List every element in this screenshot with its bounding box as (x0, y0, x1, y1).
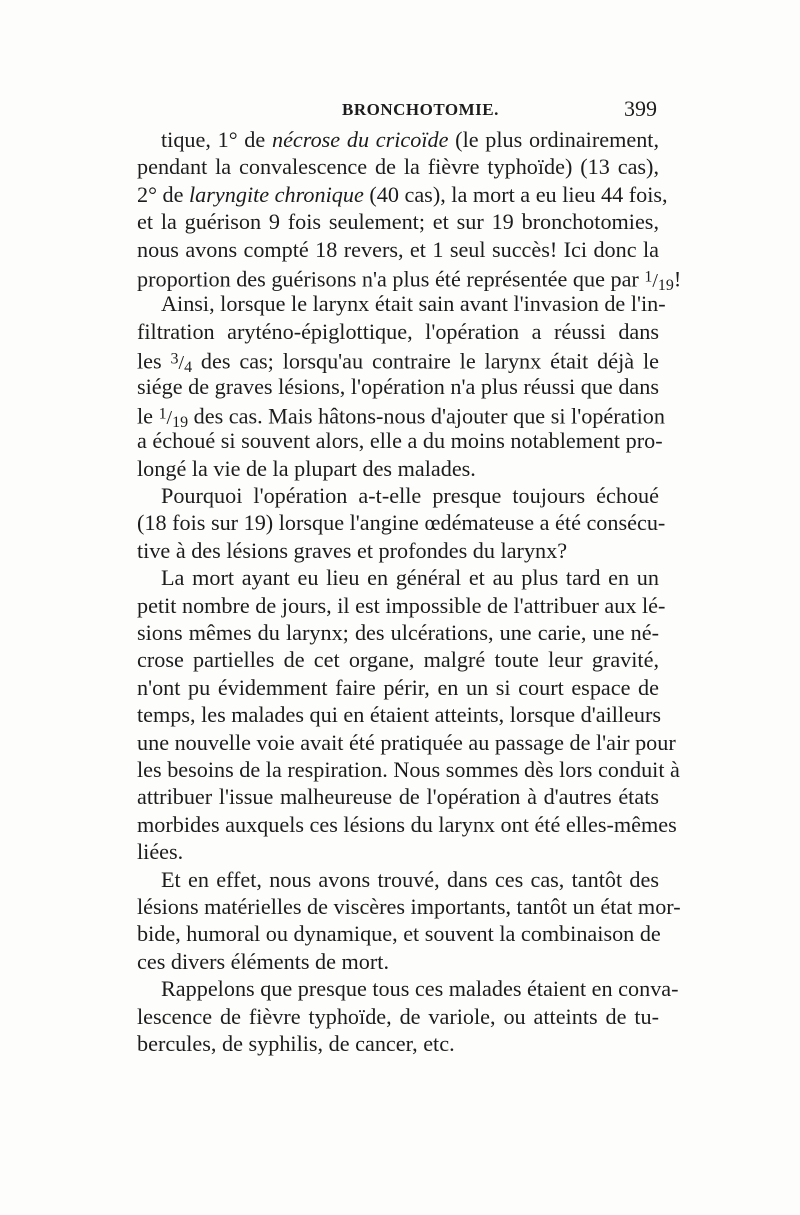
paragraph (137, 564, 680, 865)
paragraph (137, 290, 666, 482)
italic-term: nécrose du cricoïde (271, 127, 449, 152)
text-line: le $^1$/19 des cas. Mais hâtons-nous d'ajouter que si l'opération (137, 403, 665, 431)
text-line: attribuer l'issue malheureuse de l'opération à d'autres états (137, 784, 659, 810)
text-line: siége de graves lésions, l'opération n'a plus réussi que dans (137, 373, 659, 399)
text-line: tive à des lésions graves et profondes du larynx? (137, 537, 568, 563)
paragraph (137, 126, 682, 294)
text-line: les besoins de la respiration. Nous sommes dès lors conduit à (137, 756, 680, 782)
fraction: $^1$/19 (644, 267, 674, 294)
fraction: $^3$/4 (170, 350, 193, 376)
body-text (137, 126, 682, 1057)
text-line: les $^3$/4 des cas; lorsqu'au contraire le larynx était déjà le (137, 348, 659, 376)
fraction: $^1$/19 (158, 404, 189, 431)
italic-term: laryngite chronique (189, 181, 364, 207)
text-line: Rappelons que presque tous ces malades étaient en conva- (161, 976, 679, 1002)
text-line: crose partielles de cet organe, malgré toute leur gravité, (137, 647, 659, 673)
text-line: (18 fois sur 19) lorsque l'angine œdémateuse a été consécu- (137, 510, 666, 536)
text-line: liées. (137, 839, 184, 865)
text-line: pendant la convalescence de la fièvre typhoïde) (13 cas), (137, 154, 659, 180)
running-head: BRONCHOTOMIE. (342, 100, 499, 119)
page-header (137, 96, 659, 124)
text-line: n'ont pu évidemment faire périr, en un si court espace de (137, 674, 659, 700)
text-line: bide, humoral ou dynamique, et souvent la combinaison de (137, 921, 661, 947)
text-line: filtration aryténo-épiglottique, l'opération a réussi dans (137, 318, 659, 344)
text-line: a échoué si souvent alors, elle a du moins notablement pro- (137, 428, 663, 454)
text-line: Et en effet, nous avons trouvé, dans ces cas, tantôt des (161, 866, 659, 892)
text-line: petit nombre de jours, il est impossible de l'attribuer aux lé- (137, 592, 666, 618)
text-line: une nouvelle voie avait été pratiquée au passage de l'air pour (137, 729, 676, 755)
paragraph (137, 482, 666, 564)
text-line: lescence de fièvre typhoïde, de variole, ou atteints de tu- (137, 1003, 659, 1029)
text-line: et la guérison 9 fois seulement; et sur 19 bronchotomies, (137, 209, 659, 235)
text-line: temps, les malades qui en étaient atteints, lorsque d'ailleurs (137, 702, 662, 728)
text-line: tique, 1° de nécrose du cricoïde (le plus ordinairement, (161, 127, 659, 152)
text-line: Pourquoi l'opération a-t-elle presque toujours échoué (161, 483, 659, 509)
page-number: 399 (624, 96, 657, 121)
text-line: morbides auxquels ces lésions du larynx ont été elles-mêmes (137, 811, 677, 837)
paragraph (137, 975, 679, 1057)
text-line: ces divers éléments de mort. (137, 948, 389, 974)
text-line: proportion des guérisons n'a plus été représentée que par $^1$/19! (137, 266, 682, 294)
text-line: bercules, de syphilis, de cancer, etc. (137, 1030, 455, 1056)
paragraph (137, 866, 681, 976)
text-line: 2° de laryngite chronique (40 cas), la mort a eu lieu 44 fois, (137, 181, 668, 207)
text-line: La mort ayant eu lieu en général et au plus tard en un (161, 565, 659, 591)
text-line: longé la vie de la plupart des malades. (137, 455, 476, 481)
text-line: Ainsi, lorsque le larynx était sain avant l'invasion de l'in- (161, 291, 666, 317)
text-line: sions mêmes du larynx; des ulcérations, une carie, une né- (137, 620, 659, 646)
text-line: lésions matérielles de viscères importants, tantôt un état mor- (137, 893, 681, 919)
text-line: nous avons compté 18 revers, et 1 seul succès! Ici donc la (137, 236, 659, 262)
